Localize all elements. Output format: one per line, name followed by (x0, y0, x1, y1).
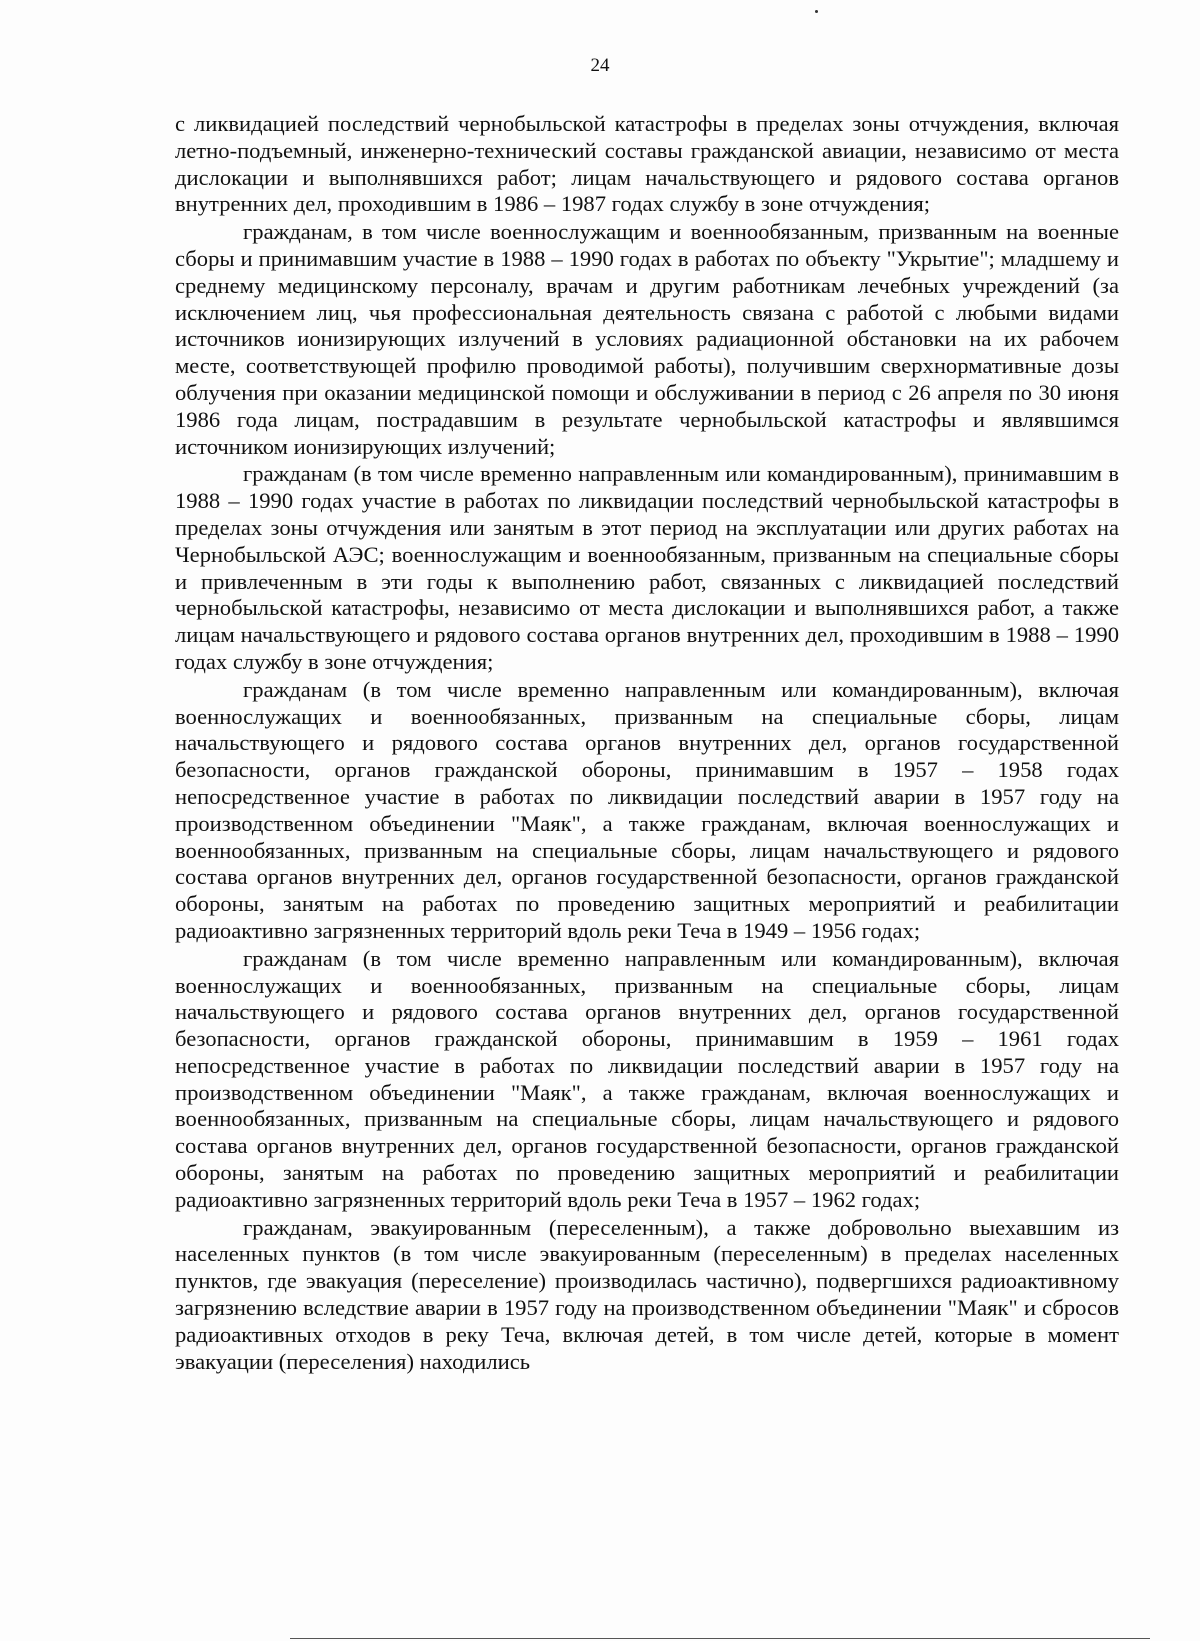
paragraph: гражданам, эвакуированным (переселенным), а также добровольно выехавшим из населенных пунктов (в том числе эвакуированным (переселенным) в пределах населенных пунктов, где эвакуация (переселение) производилась частично), подвергшихся радиоактивному загрязнению вследствие аварии в 1957 году на производственном объединении "Маяк" и сбросов радиоактивных отходов в реку Теча, включая детей, в том числе детей, которые в момент эвакуации (переселения) находились (175, 1214, 1119, 1374)
bottom-edge-rule (290, 1638, 1150, 1639)
scan-artifact-dot (815, 10, 818, 13)
paragraph: гражданам (в том числе временно направленным или командированным), включая военнослужащих и военнообязанных, призванным на специальные сборы, лицам начальствующего и рядового состава органов внутренних дел, органов государственной безопасности, органов гражданской обороны, принимавшим в 1957 – 1958 годах непосредственное участие в работах по ликвидации последствий аварии в 1957 году на производственном объединении "Маяк", а также гражданам, включая военнослужащих и военнообязанных, призванным на специальные сборы, лицам начальствующего и рядового состава органов внутренних дел, органов государственной безопасности, органов гражданской обороны, занятым на работах по проведению защитных мероприятий и реабилитации радиоактивно загрязненных территорий вдоль реки Теча в 1949 – 1956 годах; (175, 676, 1119, 943)
paragraph-continuation: с ликвидацией последствий чернобыльской катастрофы в пределах зоны отчуждения, включая летно-подъемный, инженерно-технический составы гражданской авиации, независимо от места дислокации и выполнявшихся работ; лицам начальствующего и рядового состава органов внутренних дел, проходившим в 1986 – 1987 годах службу в зоне отчуждения; (175, 111, 1119, 217)
page-number: 24 (590, 55, 610, 76)
paragraph: гражданам (в том числе временно направленным или командированным), принимавшим в 1988 – 1990 годах участие в работах по ликвидации последствий чернобыльской катастрофы в пределах зоны отчуждения или занятым в этот период на эксплуатации или других работах на Чернобыльской АЭС; военнослужащим и военнообязанным, призванным на специальные сборы и привлеченным в эти годы к выполнению работ, связанных с ликвидацией последствий чернобыльской катастрофы, независимо от места дислокации и выполнявшихся работ, а также лицам начальствующего и рядового состава органов внутренних дел, проходившим в 1988 – 1990 годах службу в зоне отчуждения; (175, 461, 1119, 674)
document-body (175, 111, 1119, 1376)
paragraph: гражданам (в том числе временно направленным или командированным), включая военнослужащих и военнообязанных, призванным на специальные сборы, лицам начальствующего и рядового состава органов внутренних дел, органов государственной безопасности, органов гражданской обороны, принимавшим в 1959 – 1961 годах непосредственное участие в работах по ликвидации последствий аварии в 1957 году на производственном объединении "Маяк", а также гражданам, включая военнослужащих и военнообязанных, призванным на специальные сборы, лицам начальствующего и рядового состава органов внутренних дел, органов государственной безопасности, органов гражданской обороны, занятым на работах по проведению защитных мероприятий и реабилитации радиоактивно загрязненных территорий вдоль реки Теча в 1957 – 1962 годах; (175, 945, 1119, 1212)
paragraph: гражданам, в том числе военнослужащим и военнообязанным, призванным на военные сборы и принимавшим участие в 1988 – 1990 годах в работах по объекту "Укрытие"; младшему и среднему медицинскому персоналу, врачам и другим работникам лечебных учреждений (за исключением лиц, чья профессиональная деятельность связана с работой с любыми видами источников ионизирующих излучений в условиях радиационной обстановки на их рабочем месте, соответствующей профилю проводимой работы), получившим сверхнормативные дозы облучения при оказании медицинской помощи и обслуживании в период с 26 апреля по 30 июня 1986 года лицам, пострадавшим в результате чернобыльской катастрофы и являвшимся источником ионизирующих излучений; (175, 219, 1119, 459)
